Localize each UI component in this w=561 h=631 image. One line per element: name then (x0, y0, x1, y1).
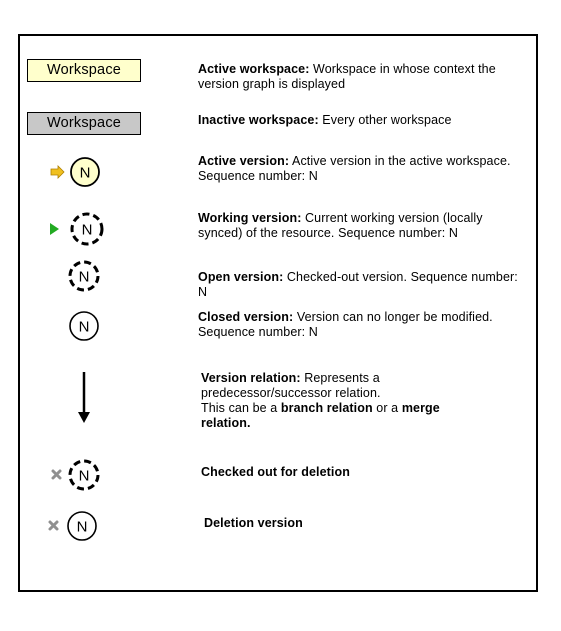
inactive-workspace-box: Workspace (27, 112, 141, 135)
node-label: N (81, 221, 93, 239)
desc-checked-out-for-deletion: Checked out for deletion (201, 465, 350, 479)
cross-icon (50, 522, 57, 529)
desc-working-version: Working version: Current working version (locally synced) of the resource. Sequence number: N (198, 211, 483, 240)
cross-icon (53, 471, 60, 478)
deletion-version-node (68, 512, 96, 540)
desc-inactive-workspace: Inactive workspace: Every other workspace (198, 113, 452, 127)
active-version-symbol (48, 155, 104, 189)
node-label: N (78, 318, 90, 336)
desc-open-version: Open version: Checked-out version. Sequence number: N (198, 270, 518, 299)
working-version-node (72, 214, 102, 244)
checked-out-for-deletion-symbol (48, 457, 104, 493)
active-version-node (71, 158, 99, 186)
active-workspace-box: Workspace (27, 59, 141, 82)
deletion-version-symbol (45, 508, 101, 544)
desc-version-relation: Version relation: Represents a predecessor/successor relation. This can be a branch relation or a merge relation. (201, 371, 440, 430)
node-label: N (79, 164, 91, 182)
arrow-down-icon (74, 370, 94, 426)
node-label: N (78, 268, 90, 286)
checked-out-deletion-node (70, 461, 98, 489)
desc-active-workspace: Active workspace: Workspace in whose context the version graph is displayed (198, 62, 496, 91)
working-version-symbol (46, 212, 106, 248)
closed-version-node (66, 308, 102, 344)
node-label: N (76, 518, 88, 536)
play-triangle-icon (50, 223, 59, 235)
desc-active-version: Active version: Active version in the active workspace. Sequence number: N (198, 154, 511, 183)
arrow-right-icon (51, 166, 64, 178)
desc-deletion-version: Deletion version (204, 516, 303, 530)
desc-closed-version: Closed version: Version can no longer be modified. Sequence number: N (198, 310, 493, 339)
node-label: N (78, 467, 90, 485)
open-version-node (66, 258, 102, 294)
